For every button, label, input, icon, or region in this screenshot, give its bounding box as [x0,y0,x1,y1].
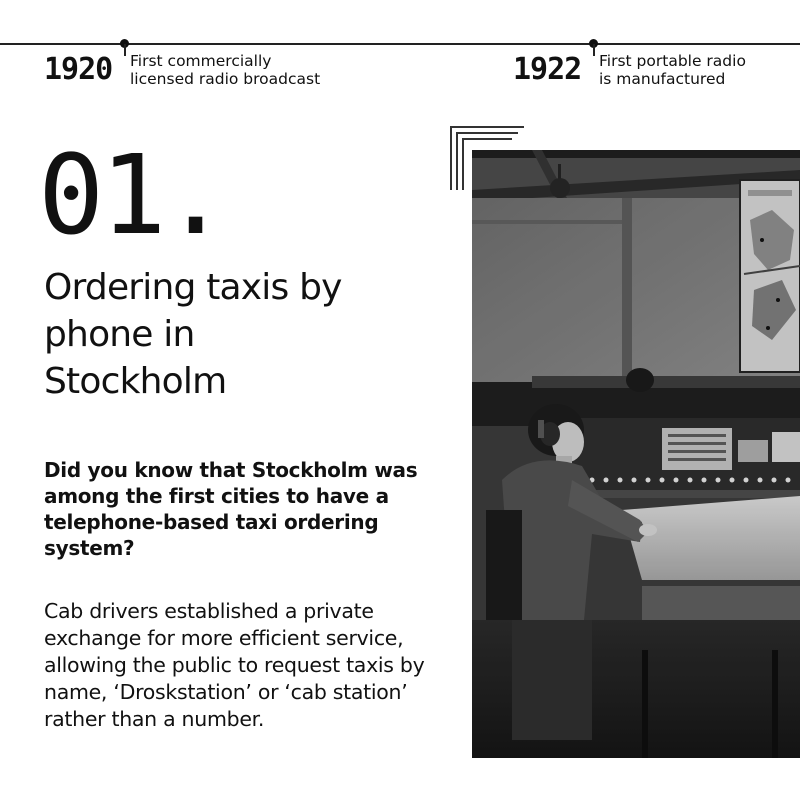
section-title: Ordering taxis by phone in Stockholm [44,267,342,402]
timeline-event-text: First portable radio is manufactured [599,52,746,88]
timeline-year: 1922 [513,52,582,87]
body-paragraph: Cab drivers established a private exchange for more efficient service, allowing the public to request taxis by name, ‘Droskstation’ or ‘cab station’ rather than a number. [44,599,425,731]
timeline-tick-1920 [124,44,126,56]
lead-question: Did you know that Stockholm was among the first cities to have a telephone-based taxi ordering system? [44,458,418,560]
section-number: 01. [38,131,225,259]
timeline-year: 1920 [44,52,113,87]
timeline-tick-1922 [593,44,595,56]
timeline-event-text: First commercially licensed radio broadcast [130,52,321,88]
historical-photo-switchboard-operator [472,150,800,758]
